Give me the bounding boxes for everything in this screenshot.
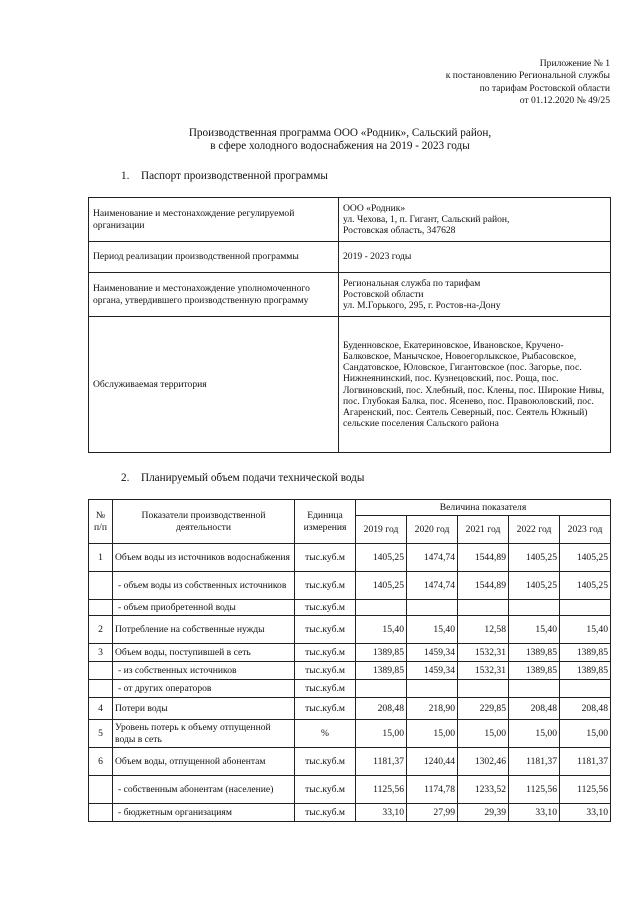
row-value: 33,10	[509, 804, 560, 822]
passport-value	[339, 242, 611, 273]
row-value: 1389,85	[509, 644, 560, 662]
row-value: 12,58	[458, 616, 509, 644]
row-unit: тыс.куб.м	[295, 680, 356, 698]
row-unit: тыс.куб.м	[295, 662, 356, 680]
row-value: 208,48	[560, 698, 611, 720]
row-unit: %	[295, 720, 356, 748]
table-row	[89, 317, 611, 453]
row-num	[89, 600, 113, 616]
row-num	[89, 680, 113, 698]
row-num: 6	[89, 748, 113, 776]
header-unit: Единица измерения	[295, 500, 356, 544]
row-value	[560, 600, 611, 616]
header-year: 2019 год	[356, 516, 407, 544]
table-row	[89, 720, 611, 748]
row-indicator: Объем воды из источников водоснабжения	[113, 544, 295, 572]
row-value	[407, 600, 458, 616]
passport-value	[339, 273, 611, 317]
row-num: 4	[89, 698, 113, 720]
appendix-line: Приложение № 1	[539, 58, 610, 69]
passport-value-line: ООО «Родник»	[343, 202, 406, 214]
row-indicator: - от других операторов	[113, 680, 295, 698]
row-unit: тыс.куб.м	[295, 804, 356, 822]
row-value: 1459,34	[407, 662, 458, 680]
row-value: 15,40	[509, 616, 560, 644]
passport-value	[339, 198, 611, 242]
appendix-block	[350, 58, 610, 108]
row-value: 1389,85	[509, 662, 560, 680]
header-num: № п/п	[89, 500, 113, 544]
row-unit: тыс.куб.м	[295, 644, 356, 662]
row-value	[407, 680, 458, 698]
row-value: 33,10	[560, 804, 611, 822]
table-row	[89, 198, 611, 242]
passport-label: Обслуживаемая территория	[89, 317, 339, 453]
row-value	[509, 680, 560, 698]
row-value: 1125,56	[509, 776, 560, 804]
row-value	[509, 600, 560, 616]
section-number: 1.	[121, 170, 130, 182]
row-value: 1405,25	[560, 572, 611, 600]
table-row	[89, 600, 611, 616]
table-row	[89, 544, 611, 572]
row-unit: тыс.куб.м	[295, 776, 356, 804]
row-value: 1302,46	[458, 748, 509, 776]
row-indicator: - бюджетным организациям	[113, 804, 295, 822]
passport-value-line: Региональная служба по тарифам	[343, 277, 481, 289]
row-value: 1405,25	[356, 572, 407, 600]
row-value: 1544,89	[458, 572, 509, 600]
passport-label: Период реализации производственной программы	[89, 242, 339, 273]
row-value: 15,40	[356, 616, 407, 644]
table-row	[89, 748, 611, 776]
row-value: 208,48	[356, 698, 407, 720]
row-indicator: - собственным абонентам (население)	[113, 776, 295, 804]
row-num	[89, 776, 113, 804]
volume-table-body	[89, 544, 611, 822]
row-value: 15,40	[407, 616, 458, 644]
row-indicator: Объем воды, отпущенной абонентам	[113, 748, 295, 776]
header-year: 2021 год	[458, 516, 509, 544]
row-unit: тыс.куб.м	[295, 616, 356, 644]
row-value: 1474,74	[407, 544, 458, 572]
header-value-group: Величина показателя	[356, 500, 611, 516]
table-row	[89, 644, 611, 662]
passport-value-line: ул. М.Горького, 295, г. Ростов-на-Дону	[343, 300, 501, 312]
table-row	[89, 776, 611, 804]
row-value: 15,00	[407, 720, 458, 748]
row-value: 229,85	[458, 698, 509, 720]
row-indicator: Объем воды, поступившей в сеть	[113, 644, 295, 662]
header-year: 2023 год	[560, 516, 611, 544]
row-value: 1181,37	[509, 748, 560, 776]
section-1-heading	[121, 170, 328, 182]
row-value: 218,90	[407, 698, 458, 720]
header-year: 2022 год	[509, 516, 560, 544]
row-value: 27,99	[407, 804, 458, 822]
row-indicator: Потери воды	[113, 698, 295, 720]
row-indicator: - объем приобретенной воды	[113, 600, 295, 616]
row-num: 2	[89, 616, 113, 644]
passport-value-line: ул. Чехова, 1, п. Гигант, Сальский район,	[343, 213, 510, 225]
row-value: 15,00	[356, 720, 407, 748]
row-value	[458, 680, 509, 698]
table-row	[89, 273, 611, 317]
row-value: 1174,78	[407, 776, 458, 804]
row-value: 1125,56	[356, 776, 407, 804]
row-value: 1532,31	[458, 644, 509, 662]
row-value: 1181,37	[560, 748, 611, 776]
row-value: 33,10	[356, 804, 407, 822]
title-line: Производственная программа ООО «Родник», Сальский район,	[188, 127, 492, 139]
row-value: 1389,85	[560, 644, 611, 662]
row-value: 1544,89	[458, 544, 509, 572]
table-row	[89, 572, 611, 600]
passport-value-line: Ростовской области	[343, 288, 424, 300]
table-row	[89, 662, 611, 680]
row-value: 1389,85	[356, 662, 407, 680]
row-indicator: - из собственных источников	[113, 662, 295, 680]
row-num: 1	[89, 544, 113, 572]
header-indicator: Показатели производственной деятельности	[113, 500, 295, 544]
appendix-line: от 01.12.2020 № 49/25	[519, 95, 610, 107]
appendix-line: к постановлению Региональной службы	[445, 70, 610, 82]
row-num	[89, 804, 113, 822]
table-row	[89, 804, 611, 822]
header-year: 2020 год	[407, 516, 458, 544]
row-indicator: - объем воды из собственных источников	[113, 572, 295, 600]
table-header-row	[89, 500, 611, 516]
row-num	[89, 572, 113, 600]
row-value: 15,00	[509, 720, 560, 748]
passport-value-line: Ростовская область, 347628	[343, 225, 456, 237]
row-indicator: Потребление на собственные нужды	[113, 616, 295, 644]
row-value: 15,00	[458, 720, 509, 748]
table-row	[89, 698, 611, 720]
passport-value-line: Буденновское, Екатериновское, Ивановское, Кручено-Балковское, Манычское, Новоегорлыкское, Рыбасовское, Сандатовское, Юловское, Гигантовское (пос. Загорье, пос. Нижнеянинский, пос. Кузнецовский, пос. Роща, пос. Логвиновский, пос. Хлебный, пос. Клены, пос. Широкие Нивы, пос. Глубокая Балка, пос. Ясенево, пос. Правоюловский, пос. Агаренский, пос. Сеятель Северный, пос. Сеятель Южный) сельские поселения Сальского района	[343, 339, 605, 430]
row-value: 208,48	[509, 698, 560, 720]
row-value: 1405,25	[560, 544, 611, 572]
row-num	[89, 662, 113, 680]
section-2-heading	[121, 472, 364, 484]
table-row	[89, 242, 611, 273]
row-unit: тыс.куб.м	[295, 572, 356, 600]
row-value: 1233,52	[458, 776, 509, 804]
row-value: 1405,25	[509, 572, 560, 600]
row-value: 1181,37	[356, 748, 407, 776]
row-value: 1459,34	[407, 644, 458, 662]
document-title	[60, 127, 620, 154]
row-value: 1389,85	[560, 662, 611, 680]
row-unit: тыс.куб.м	[295, 600, 356, 616]
row-value: 1405,25	[356, 544, 407, 572]
row-value: 1532,31	[458, 662, 509, 680]
passport-value	[339, 317, 611, 453]
row-indicator: Уровень потерь к объему отпущенной воды в сеть	[113, 720, 295, 748]
passport-value-line: 2019 - 2023 годы	[343, 251, 412, 263]
row-unit: тыс.куб.м	[295, 698, 356, 720]
section-title: Паспорт производственной программы	[141, 170, 328, 182]
row-value	[458, 600, 509, 616]
passport-table	[88, 197, 611, 453]
row-unit: тыс.куб.м	[295, 748, 356, 776]
row-num: 5	[89, 720, 113, 748]
row-num: 3	[89, 644, 113, 662]
row-value: 15,00	[560, 720, 611, 748]
passport-label: Наименование и местонахождение регулируемой организации	[89, 198, 339, 242]
row-value: 1125,56	[560, 776, 611, 804]
row-value: 29,39	[458, 804, 509, 822]
row-value	[356, 600, 407, 616]
title-line: в сфере холодного водоснабжения на 2019 - 2023 годы	[210, 140, 470, 153]
row-value	[560, 680, 611, 698]
row-value	[356, 680, 407, 698]
row-unit: тыс.куб.м	[295, 544, 356, 572]
row-value: 1240,44	[407, 748, 458, 776]
appendix-line: по тарифам Ростовской области	[479, 82, 610, 94]
passport-label: Наименование и местонахождение уполномоченного органа, утвердившего производственную программу	[89, 273, 339, 317]
water-volume-table	[88, 499, 611, 822]
row-value: 1405,25	[509, 544, 560, 572]
row-value: 1389,85	[356, 644, 407, 662]
table-row	[89, 680, 611, 698]
row-value: 15,40	[560, 616, 611, 644]
section-title: Планируемый объем подачи технической воды	[141, 472, 365, 484]
section-number: 2.	[121, 472, 130, 484]
table-row	[89, 616, 611, 644]
row-value: 1474,74	[407, 572, 458, 600]
